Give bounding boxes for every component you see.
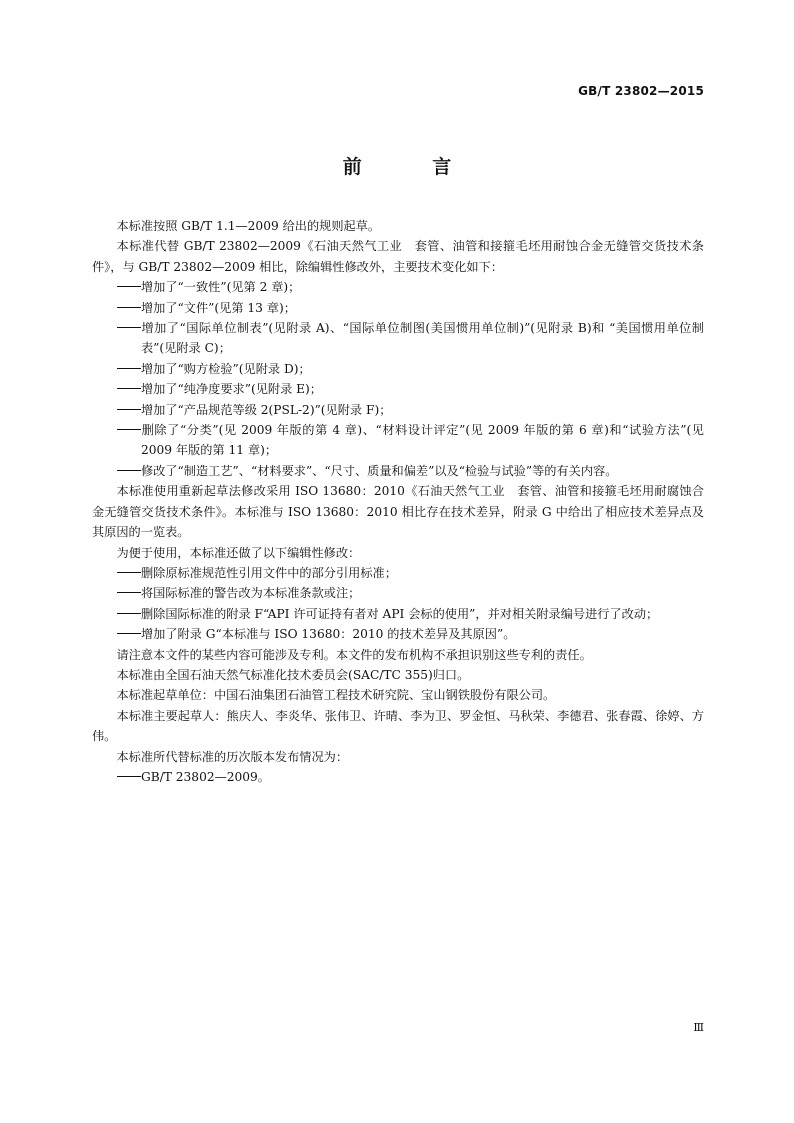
list-item [92, 420, 704, 461]
dash-bullet [117, 604, 142, 624]
list-item [92, 277, 704, 297]
paragraph: 本标准由全国石油天然气标准化技术委员会(SAC/TC 355)归口。 [116, 667, 470, 682]
page-title: 前 言 [342, 156, 484, 178]
list-item-text: 修改了“制造工艺”、“材料要求”、“尺寸、质量和偏差”以及“检验与试验”等的有关内容。 [141, 463, 618, 478]
list-item [92, 379, 704, 399]
list-item [92, 563, 704, 583]
list-item-text: 增加了“购方检验”(见附录 D)； [141, 361, 311, 376]
dash-bullet [117, 298, 142, 318]
paragraph: 请注意本文件的某些内容可能涉及专利。本文件的发布机构不承担识别这些专利的责任。 [116, 647, 592, 662]
list-item [92, 461, 704, 481]
list-item [92, 624, 704, 644]
list-item-text: 增加了附录 G“本标准与 ISO 13680：2010 的技术差异及其原因”。 [141, 627, 516, 642]
dash-bullet [117, 461, 142, 481]
dash-bullet [117, 400, 142, 420]
list-item [92, 767, 704, 787]
dash-bullet [117, 583, 142, 603]
list-item-text: 删除国际标准的附录 F“API 许可证持有者对 API 会标的使用”，并对相关附录编号进行了改动； [141, 606, 659, 621]
paragraph: 本标准代替 GB/T 23802—2009《石油天然气工业 套管、油管和接箍毛坯用耐蚀合金无缝管交货技术条件》，与 GB/T 23802—2009 相比，除编辑性修改外，主要技术变化如下： [92, 239, 704, 274]
list-item-text: GB/T 23802—2009。 [141, 769, 270, 784]
paragraph: 本标准按照 GB/T 1.1—2009 给出的规则起草。 [116, 219, 381, 233]
paragraph: 本标准起草单位：中国石油集团石油管工程技术研究院、宝山钢铁股份有限公司。 [116, 688, 556, 703]
list-item [92, 298, 704, 318]
list-item-text: 删除原标准规范性引用文件中的部分引用标准； [141, 565, 397, 580]
list-item-text: 增加了“一致性”(见第 2 章)； [141, 280, 301, 295]
dash-bullet [117, 318, 142, 338]
paragraph: 本标准使用重新起草法修改采用 ISO 13680：2010《石油天然气工业 套管、油管和接箍毛坯用耐腐蚀合金无缝管交货技术条件》。本标准与 ISO 13680：2010 相比存在技术差异，附录 G 中给出了相应技术差异点及其原因的一览表。 [92, 484, 704, 540]
paragraph: 为便于使用，本标准还做了以下编辑性修改： [116, 545, 361, 560]
dash-bullet [117, 379, 142, 399]
list-item-text: 增加了“纯净度要求”(见附录 E)； [141, 382, 322, 397]
paragraph: 本标准所代替标准的历次版本发布情况为： [116, 749, 349, 764]
list-item-text: 增加了“文件”(见第 13 章)； [141, 300, 296, 315]
list-item-text: 删除了“分类”(见 2009 年版的第 4 章)、“材料设计评定”(见 2009 年版的第 6 章)和“试验方法”(见 2009 年版的第 11 章)； [141, 423, 704, 458]
list-item-text: 增加了“产品规范等级 2(PSL-2)”(见附录 F)； [141, 402, 392, 417]
list-item-text: 增加了“国际单位制表”(见附录 A)、“国际单位制图(美国惯用单位制)”(见附录 B)和 “美国惯用单位制表”(见附录 C)； [141, 321, 704, 356]
page-number: Ⅲ [693, 1021, 704, 1034]
foreword-body [92, 216, 704, 787]
list-item-text: 将国际标准的警告改为本标准条款或注； [141, 586, 361, 601]
dash-bullet [117, 767, 142, 787]
list-item [92, 400, 704, 420]
list-item [92, 604, 704, 624]
list-item [92, 359, 704, 379]
dash-bullet [117, 277, 142, 297]
list-item [92, 318, 704, 359]
standard-code: GB/T 23802—2015 [578, 84, 704, 98]
dash-bullet [117, 359, 142, 379]
dash-bullet [117, 420, 142, 440]
paragraph: 本标准主要起草人：熊庆人、李炎华、张伟卫、许晴、李为卫、罗金恒、马秋荣、李德君、张春霞、徐婷、方伟。 [92, 708, 704, 744]
dash-bullet [117, 563, 142, 583]
dash-bullet [117, 624, 142, 644]
list-item [92, 583, 704, 603]
